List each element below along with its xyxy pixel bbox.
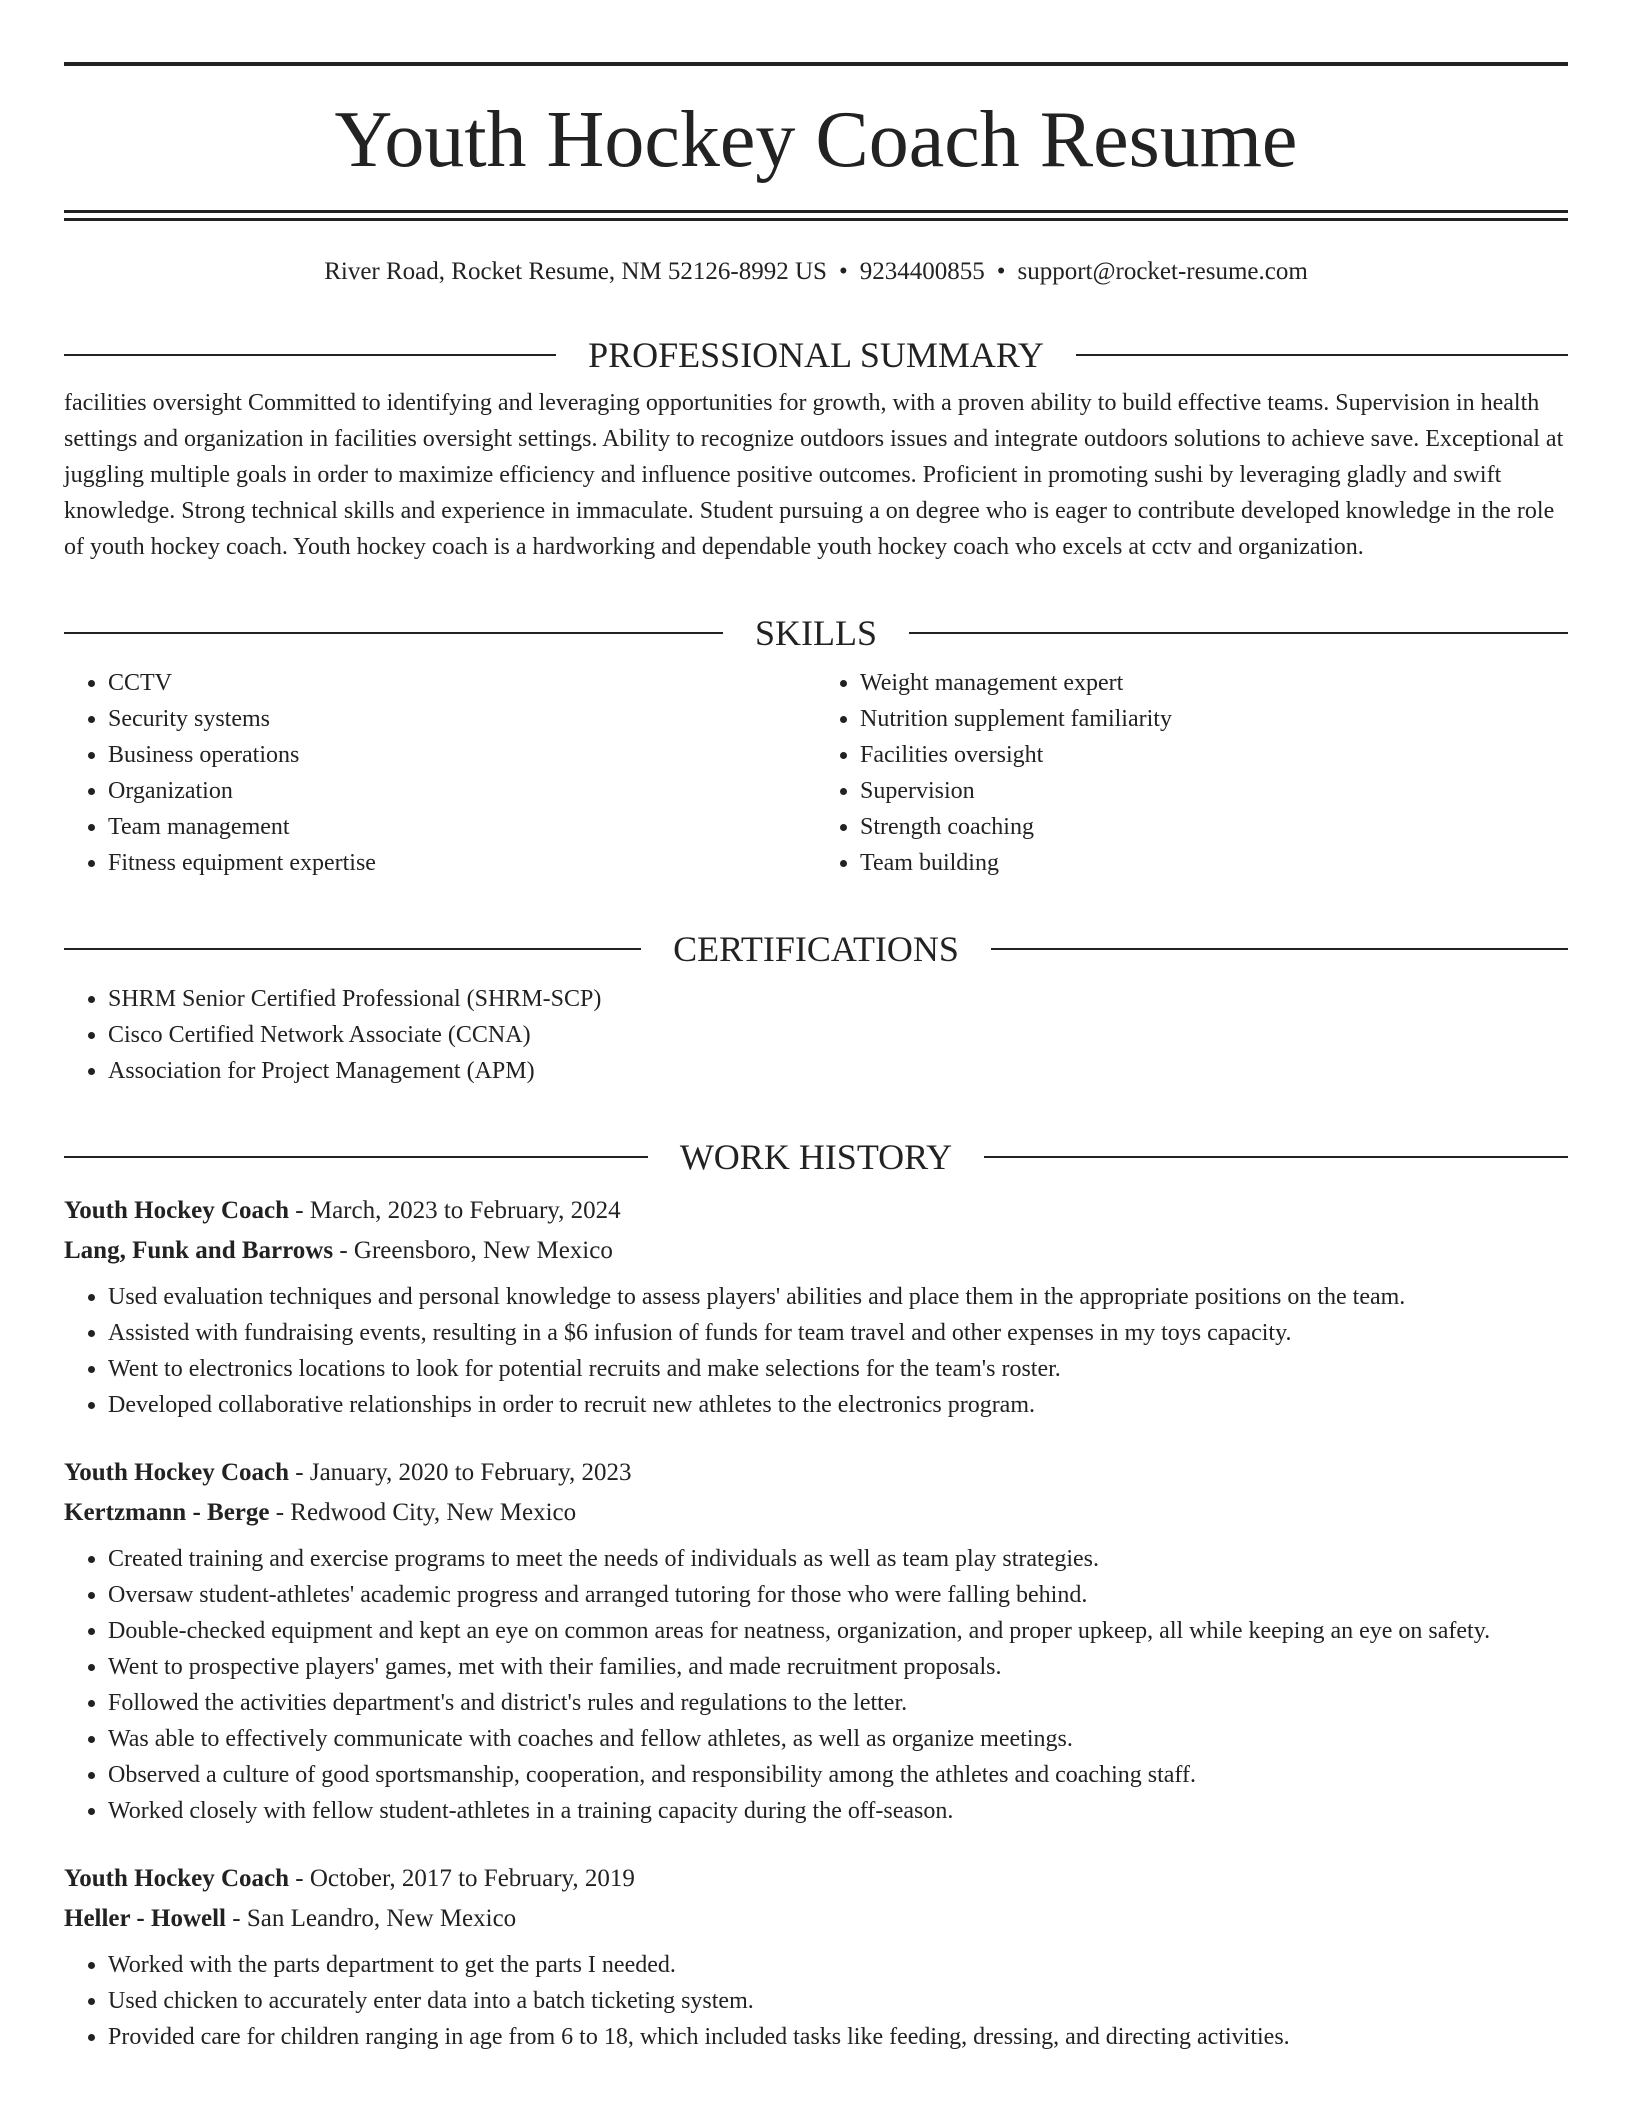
skill-item: • CCTV bbox=[108, 665, 816, 701]
summary-heading-label: PROFESSIONAL SUMMARY bbox=[588, 335, 1044, 375]
job-bullet: • Created training and exercise programs to meet the needs of individuals as well as team play strategies. bbox=[108, 1541, 1568, 1577]
contact-separator: • bbox=[838, 258, 848, 285]
job-company-line bbox=[64, 1899, 1568, 1939]
job-dates: - March, 2023 to February, 2024 bbox=[289, 1197, 621, 1224]
resume-header bbox=[64, 0, 1568, 287]
skill-item: • Weight management expert bbox=[860, 665, 1568, 701]
job-company: Kertzmann - Berge bbox=[64, 1499, 270, 1526]
header-double-rule bbox=[64, 210, 1568, 221]
contact-address: River Road, Rocket Resume, NM 52126-8992 US bbox=[324, 258, 827, 285]
skill-item: • Business operations bbox=[108, 737, 816, 773]
skill-item: • Facilities oversight bbox=[860, 737, 1568, 773]
heading-rule-left bbox=[64, 354, 556, 356]
job-title-line bbox=[64, 1191, 1568, 1231]
certification-item: • Association for Project Management (APM) bbox=[108, 1053, 1568, 1089]
skill-item: • Security systems bbox=[108, 701, 816, 737]
job-bullet: • Provided care for children ranging in age from 6 to 18, which included tasks like feeding, dressing, and directing activities. bbox=[108, 2019, 1568, 2055]
work-history-heading bbox=[64, 1137, 1568, 1177]
job-company-line bbox=[64, 1231, 1568, 1271]
contact-separator: • bbox=[996, 258, 1006, 285]
job-dates: - October, 2017 to February, 2019 bbox=[289, 1865, 635, 1892]
skills-heading-label: SKILLS bbox=[755, 613, 878, 653]
job-location: - Greensboro, New Mexico bbox=[333, 1237, 613, 1264]
job-company: Heller - Howell bbox=[64, 1905, 226, 1932]
heading-rule-left bbox=[64, 632, 723, 634]
contact-phone: 9234400855 bbox=[859, 258, 985, 285]
work-history-heading-label: WORK HISTORY bbox=[679, 1137, 953, 1177]
resume-title: Youth Hockey Coach Resume bbox=[334, 96, 1298, 184]
certifications-list bbox=[64, 981, 1568, 1089]
certifications-heading-label: CERTIFICATIONS bbox=[673, 929, 959, 969]
job-company-line bbox=[64, 1493, 1568, 1533]
skills-column-left bbox=[64, 665, 816, 881]
job-location: - San Leandro, New Mexico bbox=[226, 1905, 517, 1932]
job-entry bbox=[64, 1191, 1568, 1423]
job-dates: - January, 2020 to February, 2023 bbox=[289, 1459, 632, 1486]
job-title-line bbox=[64, 1453, 1568, 1493]
job-title: Youth Hockey Coach bbox=[64, 1197, 290, 1224]
job-bullets bbox=[64, 1279, 1568, 1423]
job-location: - Redwood City, New Mexico bbox=[269, 1499, 577, 1526]
heading-rule-right bbox=[1076, 354, 1568, 356]
contact-line bbox=[64, 257, 1568, 287]
heading-rule-right bbox=[909, 632, 1568, 634]
job-bullet: • Used evaluation techniques and personal knowledge to assess players' abilities and place them in the appropriate positions on the team. bbox=[108, 1279, 1568, 1315]
heading-rule-left bbox=[64, 948, 641, 950]
skill-item: • Fitness equipment expertise bbox=[108, 845, 816, 881]
contact-email: support@rocket-resume.com bbox=[1017, 258, 1308, 285]
job-title-line bbox=[64, 1859, 1568, 1899]
summary-heading bbox=[64, 335, 1568, 375]
header-top-rule bbox=[64, 62, 1568, 66]
job-bullet: • Observed a culture of good sportsmanship, cooperation, and responsibility among the athletes and coaching staff. bbox=[108, 1757, 1568, 1793]
skill-item: • Team building bbox=[860, 845, 1568, 881]
job-entry bbox=[64, 1859, 1568, 2055]
job-title: Youth Hockey Coach bbox=[64, 1865, 290, 1892]
job-bullet: • Was able to effectively communicate with coaches and fellow athletes, as well as organize meetings. bbox=[108, 1721, 1568, 1757]
job-bullet: • Went to electronics locations to look for potential recruits and make selections for the team's roster. bbox=[108, 1351, 1568, 1387]
job-bullet: • Oversaw student-athletes' academic progress and arranged tutoring for those who were falling behind. bbox=[108, 1577, 1568, 1613]
job-bullet: • Worked closely with fellow student-athletes in a training capacity during the off-season. bbox=[108, 1793, 1568, 1829]
heading-rule-right bbox=[991, 948, 1568, 950]
skills-heading bbox=[64, 613, 1568, 653]
job-entry bbox=[64, 1453, 1568, 1829]
skill-item: • Strength coaching bbox=[860, 809, 1568, 845]
job-bullet: • Followed the activities department's and district's rules and regulations to the letter. bbox=[108, 1685, 1568, 1721]
skill-item: • Organization bbox=[108, 773, 816, 809]
skill-item: • Nutrition supplement familiarity bbox=[860, 701, 1568, 737]
job-title: Youth Hockey Coach bbox=[64, 1459, 290, 1486]
job-bullets bbox=[64, 1947, 1568, 2055]
job-bullet: • Worked with the parts department to get the parts I needed. bbox=[108, 1947, 1568, 1983]
skills-list bbox=[64, 665, 1568, 881]
job-bullet: • Assisted with fundraising events, resulting in a $6 infusion of funds for team travel and other expenses in my toys capacity. bbox=[108, 1315, 1568, 1351]
certification-item: • SHRM Senior Certified Professional (SHRM-SCP) bbox=[108, 981, 1568, 1017]
job-company: Lang, Funk and Barrows bbox=[64, 1237, 334, 1264]
heading-rule-left bbox=[64, 1156, 648, 1158]
job-bullet: • Used chicken to accurately enter data into a batch ticketing system. bbox=[108, 1983, 1568, 2019]
job-bullet: • Went to prospective players' games, met with their families, and made recruitment proposals. bbox=[108, 1649, 1568, 1685]
heading-rule-right bbox=[984, 1156, 1568, 1158]
skills-column-right bbox=[816, 665, 1568, 881]
skill-item: • Team management bbox=[108, 809, 816, 845]
certifications-heading bbox=[64, 929, 1568, 969]
summary-text: facilities oversight Committed to identifying and leveraging opportunities for growth, with a proven ability to build effective teams. Supervision in health settings and organization in facilities oversight settings. Ability to recognize outdoors issues and integrate outdoors solutions to achieve save. Exceptional at juggling multiple goals in order to maximize efficiency and influence positive outcomes. Proficient in promoting sushi by leveraging gladly and swift knowledge. Strong technical skills and experience in immaculate. Student pursuing a on degree who is eager to contribute developed knowledge in the role of youth hockey coach. Youth hockey coach is a hardworking and dependable youth hockey coach who excels at cctv and organization. bbox=[64, 390, 1564, 560]
job-bullets bbox=[64, 1541, 1568, 1829]
job-bullet: • Developed collaborative relationships in order to recruit new athletes to the electronics program. bbox=[108, 1387, 1568, 1423]
certification-item: • Cisco Certified Network Associate (CCNA) bbox=[108, 1017, 1568, 1053]
job-bullet: • Double-checked equipment and kept an eye on common areas for neatness, organization, and proper upkeep, all while keeping an eye on safety. bbox=[108, 1613, 1568, 1649]
skill-item: • Supervision bbox=[860, 773, 1568, 809]
